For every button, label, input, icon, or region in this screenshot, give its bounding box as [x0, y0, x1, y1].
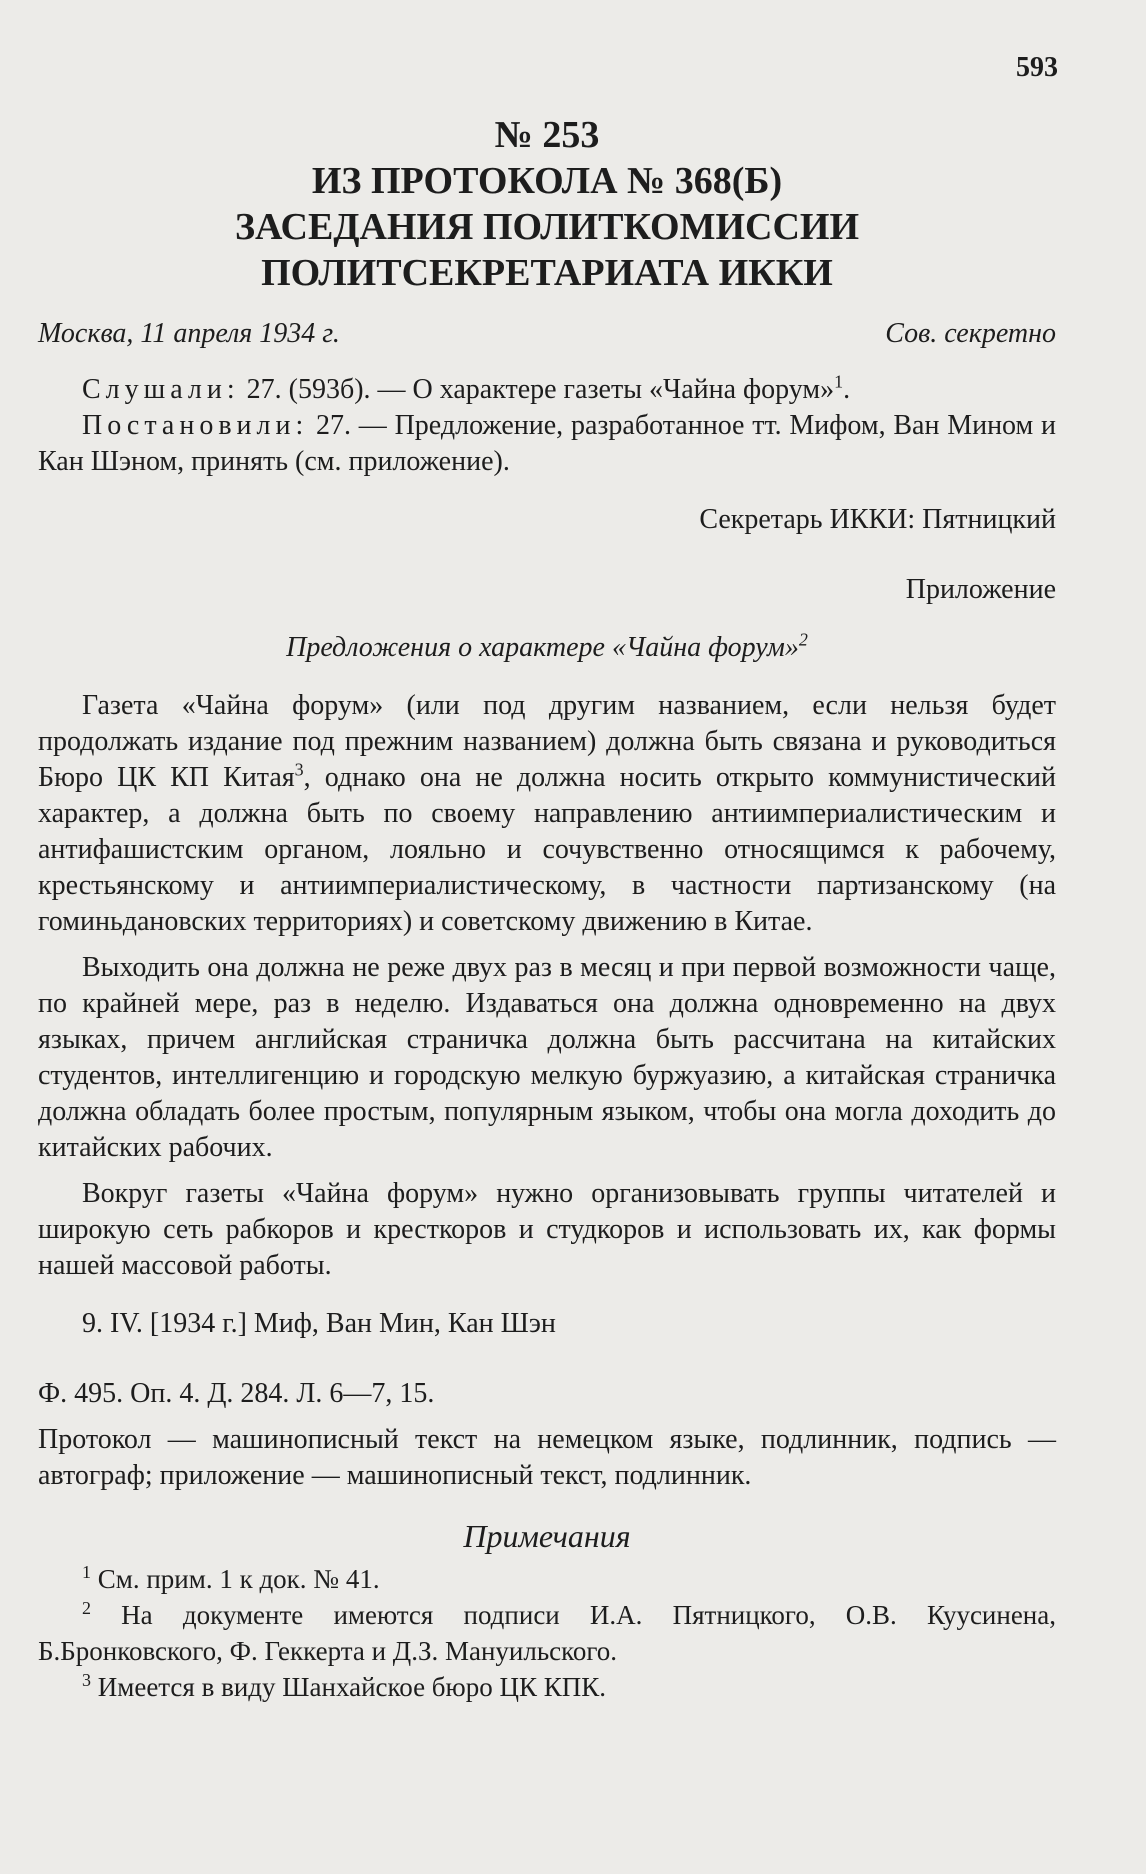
appendix-title [38, 630, 1056, 666]
appendix-label: Приложение [905, 574, 1056, 605]
footnote-ref-3: 3 [294, 759, 304, 780]
paragraph-1-b: , однако она не должна носить открыто коммунистический характер, а должна быть по своему направлению антиимпериалистическим и антифашистским органом, лояльно и сочувственно относящимся к рабочему, крестьянскому и антиимпериалистическому, в частности партизанскому (на гоминьдановских территориях) и советскому движению в Китае. [38, 762, 1057, 937]
place-date: Москва, 11 апреля 1934 г. [38, 318, 340, 349]
title-line-2: ЗАСЕДАНИЯ ПОЛИТКОМИССИИ [234, 206, 860, 248]
resolved-label: Постановили: [82, 410, 309, 441]
page-number: 593 [1016, 52, 1058, 83]
note-1-text: См. прим. 1 к док. № 41. [91, 1564, 380, 1594]
document-body [38, 112, 1056, 1705]
paragraph-2: Выходить она должна не реже двух раз в месяц и при первой возможности чаще, по крайней мере, раз в неделю. Издаваться она должна одновременно на двух языках, причем английская страничка должна быть рассчитана на китайских студентов, интеллигенцию и городскую мелкую буржуазию, а китайская страничка должна обладать более простым, популярным языком, чтобы она могла доходить до китайских рабочих. [38, 952, 1056, 1163]
note-1-number: 1 [82, 1562, 91, 1582]
appendix-title-text: Предложения о характере «Чайна форум» [286, 632, 799, 663]
heard-text: 27. (593б). — О характере газеты «Чайна форум» [239, 374, 835, 405]
notes-title: Примечания [463, 1518, 631, 1554]
archive-reference: Ф. 495. Оп. 4. Д. 284. Л. 6—7, 15. [38, 1378, 435, 1409]
signature: Секретарь ИККИ: Пятницкий [699, 504, 1056, 535]
document-meta [38, 318, 1056, 350]
archive-description: Протокол — машинописный текст на немецком языке, подлинник, подпись — автограф; приложение — машинописный текст, подлинник. [38, 1424, 1056, 1491]
resolved-paragraph [38, 408, 1056, 480]
note-3 [38, 1669, 1056, 1705]
heard-end: . [843, 374, 851, 405]
heard-paragraph [38, 372, 1056, 408]
document-number: № 253 [494, 114, 600, 156]
note-2 [38, 1597, 1056, 1669]
note-2-text: На документе имеются подписи И.А. Пятницкого, О.В. Куусинена, Б.Бронковского, Ф. Геккерта и Д.З. Мануильского. [38, 1600, 1056, 1666]
title-line-1: ИЗ ПРОТОКОЛА № 368(Б) [311, 160, 783, 202]
footnote-ref-1: 1 [834, 371, 844, 392]
footnote-ref-2: 2 [798, 629, 808, 650]
note-2-number: 2 [82, 1598, 91, 1618]
heard-label: Слушали: [82, 374, 240, 405]
note-1 [38, 1561, 1056, 1597]
signers: 9. IV. [1934 г.] Миф, Ван Мин, Кан Шэн [82, 1308, 556, 1339]
note-3-text: Имеется в виду Шанхайское бюро ЦК КПК. [91, 1672, 606, 1702]
classification: Сов. секретно [885, 318, 1056, 349]
resolved-text: 27. — Предложение, разработанное тт. Мифом, Ван Мином и Кан Шэном, принять (см. приложение). [38, 410, 1056, 477]
paragraph-3: Вокруг газеты «Чайна форум» нужно организовывать группы читателей и широкую сеть рабкоров и кресткоров и студкоров и использовать их, как формы нашей массовой работы. [38, 1178, 1056, 1281]
title-line-3: ПОЛИТСЕКРЕТАРИАТА ИККИ [261, 252, 833, 294]
paragraph-1 [38, 688, 1056, 940]
paragraph-1-a: Газета «Чайна форум» (или под другим названием, если нельзя будет продолжать издание под прежним названием) должна быть связана и руководиться Бюро ЦК КП Китая [38, 690, 1056, 793]
note-3-number: 3 [82, 1670, 91, 1690]
